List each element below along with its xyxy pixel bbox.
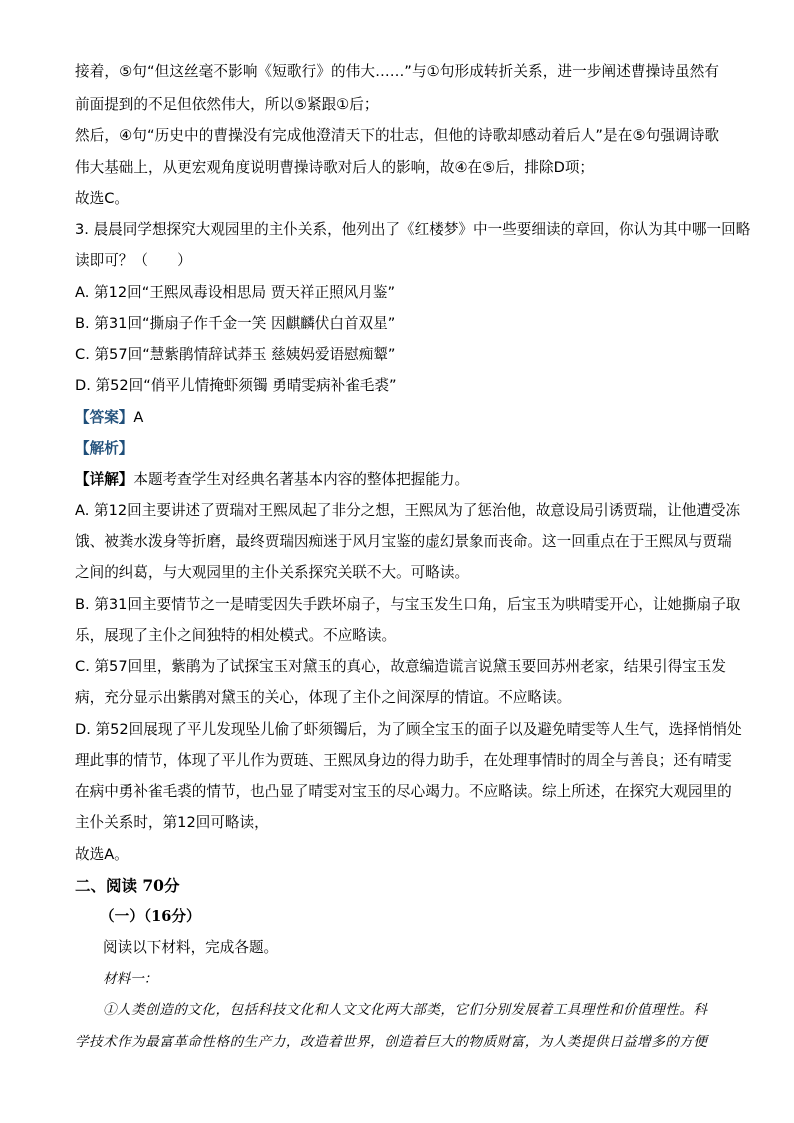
text-line: 伟大基础上，从更宏观角度说明曹操诗歌对后人的影响，故④在⑤后，排除D项； <box>75 159 595 176</box>
detail-line <box>75 470 469 490</box>
section-heading: 二、阅读 70分 <box>75 876 180 895</box>
explanation-line: B. 第31回主要情节之一是晴雯因失手跌坏扇子，与宝玉发生口角，后宝玉为哄晴雯开心，让她撕扇子取 <box>75 596 741 613</box>
explanation-line: 在病中勇补雀毛裘的情节，也凸显了晴雯对宝玉的尽心竭力。不应略读。综上所述，在探究大观园里的 <box>75 783 732 800</box>
detail-intro: 本题考查学生对经典名著基本内容的整体把握能力。 <box>133 471 470 488</box>
option-d: D. 第52回“俏平儿情掩虾须镯 勇晴雯病补雀毛裘” <box>75 377 397 394</box>
option-a: A. 第12回“王熙凤毒设相思局 贾天祥正照风月鉴” <box>75 284 396 301</box>
sub-heading: （一）（16分） <box>100 908 201 925</box>
explanation-line: 饿、被粪水泼身等折磨，最终贾瑞因痴迷于风月宝鉴的虚幻景象而丧命。这一回重点在于王熙凤与贾瑞 <box>75 533 732 550</box>
text-line: 然后，④句“历史中的曹操没有完成他澄清天下的壮志，但他的诗歌却感动着后人”是在⑤句强调诗歌 <box>75 127 719 144</box>
explanation-line: 病，充分显示出紫鹃对黛玉的关心，体现了主仆之间深厚的情谊。不应略读。 <box>75 689 572 706</box>
text-line: 接着，⑤句“但这丝毫不影响《短歌行》的伟大……”与①句形成转折关系，进一步阐述曹操诗虽然有 <box>75 63 719 80</box>
explanation-line: A. 第12回主要讲述了贾瑞对王熙凤起了非分之想，王熙凤为了惩治他，故意设局引诱贾瑞，让他遭受冻 <box>75 502 741 519</box>
explanation-line: 主仆关系时，第12回可略读， <box>75 814 269 831</box>
option-b: B. 第31回“撕扇子作千金一笑 因麒麟伏白首双星” <box>75 315 396 332</box>
explanation-line: 理此事的情节，体现了平儿作为贾琏、王熙凤身边的得力助手，在处理事情时的周全与善良；还有晴雯 <box>75 752 732 769</box>
explanation-line: 乐，展现了主仆之间独特的相处模式。不应略读。 <box>75 627 397 644</box>
option-c: C. 第57回“慧紫鹃情辞试莽玉 慈姨妈爱语慰痴颦” <box>75 346 396 363</box>
text-line: 前面提到的不足但依然伟大，所以⑤紧跟①后； <box>75 96 379 113</box>
question-stem: 读即可？（ ） <box>75 252 192 269</box>
explanation-line: 之间的纠葛，与大观园里的主仆关系探究关联不大。可略读。 <box>75 564 470 581</box>
analysis-tag: 【解析】 <box>75 440 134 457</box>
material-line: 学技术作为最富革命性格的生产力，改造着世界，创造着巨大的物质财富，为人类提供日益增多的方便 <box>75 1034 707 1050</box>
material-label: 材料一： <box>103 971 158 987</box>
instruction: 阅读以下材料，完成各题。 <box>103 939 279 956</box>
explanation-line: C. 第57回里，紫鹃为了试探宝玉对黛玉的真心，故意编造谎言说黛玉要回苏州老家，结果引得宝玉发 <box>75 658 726 675</box>
answer-line <box>75 408 143 428</box>
text-line: 故选C。 <box>75 190 129 207</box>
question-stem: 3. 晨晨同学想探究大观园里的主仆关系，他列出了《红楼梦》中一些要细读的章回，你认为其中哪一回略 <box>75 221 751 238</box>
explanation-line: D. 第52回展现了平儿发现坠儿偷了虾须镯后，为了顾全宝玉的面子以及避免晴雯等人生气，选择悄悄处 <box>75 721 742 738</box>
answer-tag: 【答案】 <box>75 409 134 426</box>
material-line: ①人类创造的文化，包括科技文化和人文文化两大部类，它们分别发展着工具理性和价值理性。科 <box>103 1002 707 1018</box>
detail-tag: 【详解】 <box>75 471 134 488</box>
explanation-line: 故选A。 <box>75 846 129 863</box>
answer-value: A <box>133 409 144 426</box>
